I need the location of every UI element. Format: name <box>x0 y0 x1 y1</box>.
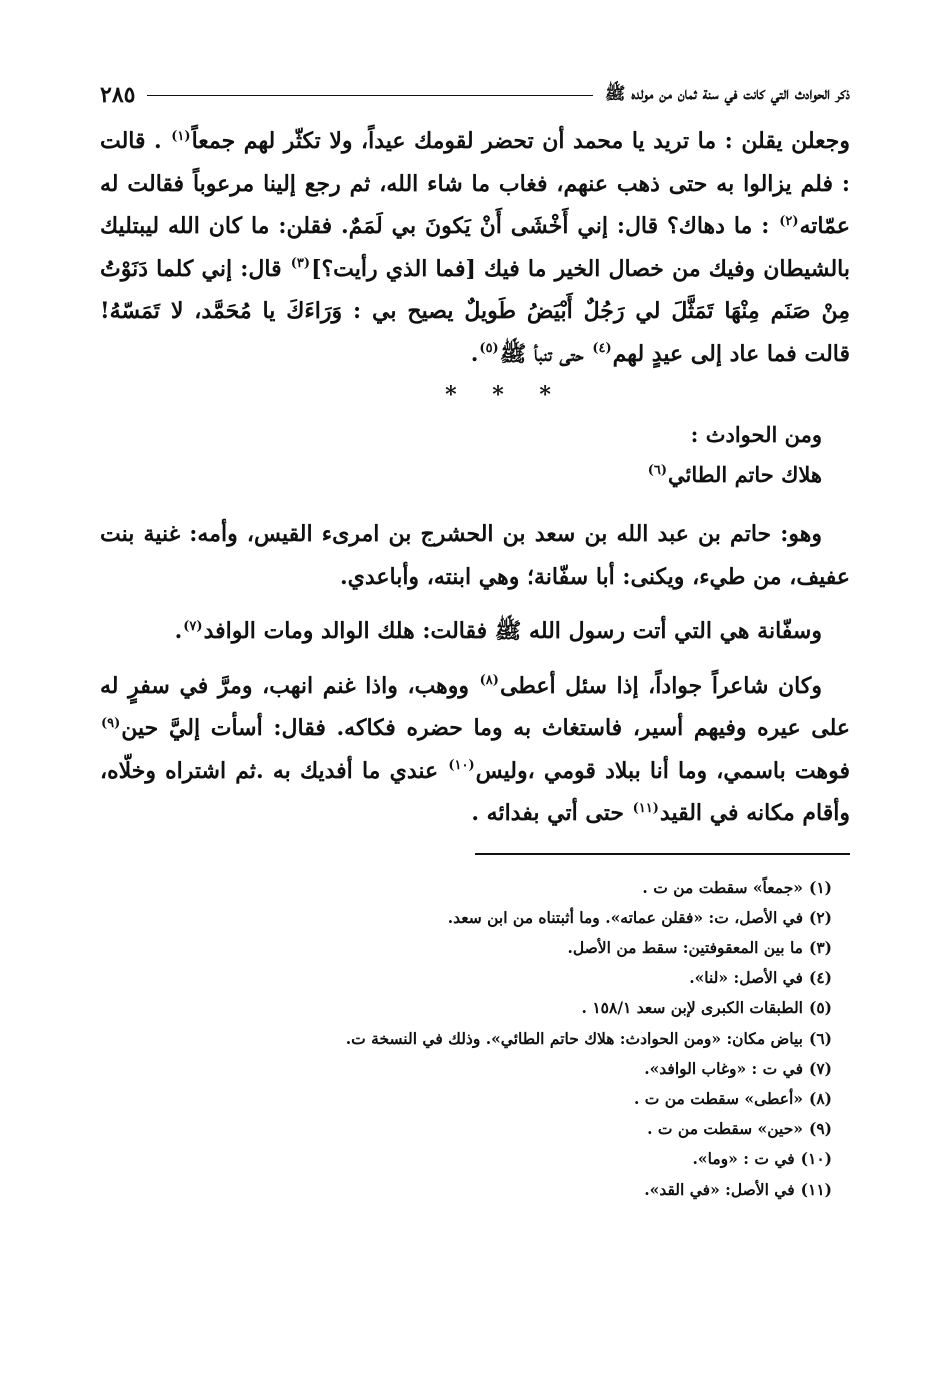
footnote-item <box>100 1114 832 1144</box>
footnote-ref-3[interactable]: (٣) <box>290 256 311 272</box>
footnote-ref-11[interactable]: (١١) <box>632 800 659 816</box>
subsection-heading-text: هلاك حاتم الطائي <box>668 462 822 487</box>
footnote-text: في الأصل، ت: «فقلن عماته». وما أثبتناه من ابن سعد. <box>447 907 803 927</box>
footnote-ref-9[interactable]: (٩) <box>101 715 121 731</box>
footnote-ref-5[interactable]: (٥) <box>479 341 499 357</box>
footnote-text: في ت : «وما». <box>692 1149 795 1169</box>
text-run: وجعلن يقلن : ما تريد يا محمد أن تحضر لقومك عيداً، ولا تكثّر لهم جمعاً <box>191 128 850 154</box>
footnote-text: «أعطى» سقطت من ت . <box>633 1088 803 1108</box>
footnote-text: في ت : «وغاب الوافد». <box>644 1058 803 1078</box>
text-run: حتى تنبأ ﷺ <box>499 340 584 367</box>
text-run: قال: إني كلما دَنَوْتُ مِنْ صَنَم مِنْهَا تَمَثَّلَ لي رَجُلٌ أَبْيَضُ طَويلٌ يصيح بي : وَرَاءَكَ يا مُحَمَّد، لا تَمَسّهُ! قالت فما عاد إلى عيدٍ لهم <box>100 255 850 367</box>
running-header <box>100 70 850 120</box>
text-run: . <box>174 618 183 644</box>
text-run: : ما دهاك؟ قال: إني أَخْشَى أَنْ يَكونَ بي لَمَمٌ. فقلن: ما كان الله ليبتليك بالشيطان وفيك من خصال الخير ما فيك [فما الذي رأيت؟] <box>100 213 850 282</box>
footnote-number: (٢) <box>808 907 832 927</box>
footnote-number: (٨) <box>808 1088 832 1108</box>
footnote-ref-8[interactable]: (٨) <box>479 673 499 689</box>
footnote-text: «حين» سقطت من ت . <box>647 1119 803 1139</box>
footnote-divider <box>475 853 850 855</box>
footnote-text: بياض مكان: «ومن الحوادث: هلاك حاتم الطائي». وذلك في النسخة ت. <box>345 1028 803 1048</box>
footnote-text: ما بين المعقوفتين: سقط من الأصل. <box>567 937 803 957</box>
footnote-number: (٤) <box>808 968 832 988</box>
footnote-number: (٩) <box>808 1119 832 1139</box>
text-run: وسفّانة هي التي أتت رسول الله ﷺ فقالت: هلك الوالد ومات الوافد <box>203 618 822 644</box>
footnote-ref-7[interactable]: (٧) <box>183 618 203 634</box>
footnote-text: في الأصل: «لنا». <box>689 968 803 988</box>
text-run: ووهب، واذا غنم انهب، ومرَّ في سفرٍ له على عيره وفيهم أسير، فاستغاث به وما حضره فكاكه. فقال: أسأت إليَّ حين <box>100 672 850 741</box>
section-separator: * * * <box>445 382 565 408</box>
footnote-item <box>100 1144 832 1174</box>
subsection-heading <box>100 455 850 495</box>
book-page <box>100 70 850 1205</box>
footnote-ref-10[interactable]: (١٠) <box>448 758 475 774</box>
footnote-number: (٧) <box>808 1058 832 1078</box>
footnote-number: (٥) <box>808 998 832 1018</box>
footnote-text: في الأصل: «في القد». <box>644 1179 795 1199</box>
footnote-ref-4[interactable]: (٤) <box>592 341 612 357</box>
footnote-number: (١١) <box>800 1179 832 1199</box>
footnote-ref-2[interactable]: (٢) <box>779 213 799 229</box>
footnote-item <box>100 1175 832 1205</box>
footnote-number: (١) <box>808 877 832 897</box>
footnote-number: (٦) <box>808 1028 832 1048</box>
footnote-item <box>100 1084 832 1114</box>
paragraph-opening <box>100 120 850 375</box>
footnote-item <box>100 993 832 1023</box>
footnote-item <box>100 873 832 903</box>
footnote-ref-6[interactable]: (٦) <box>647 463 668 478</box>
footnote-ref-1[interactable]: (١) <box>171 128 191 144</box>
footnotes-list <box>100 873 850 1205</box>
footnote-item <box>100 933 832 963</box>
paragraph-generosity <box>100 665 850 835</box>
footnote-text: الطبقات الكبرى لإبن سعد ١٥٨/١ . <box>581 998 803 1018</box>
section-heading: ومن الحوادث : <box>690 422 822 447</box>
paragraph-lineage: وهو: حاتم بن عبد الله بن سعد بن الحشرج بن امرىء القيس، وأمه: غنية بنت عفيف، من طيء، ويكنى: أبا سفّانة؛ وهي ابنته، وأباعدي. <box>100 521 850 590</box>
text-run: فوهت باسمي، وما أنا ببلاد قومي ،وليس <box>475 757 850 784</box>
text-run: . قالت : فلم يزالوا به حتى ذهب عنهم، فغاب ما شاء الله، ثم رجع إلينا مرعوباً فقالت له عمّاته <box>100 128 850 239</box>
footnote-item <box>100 903 832 933</box>
main-text <box>100 120 850 835</box>
paragraph-saffana <box>100 610 850 653</box>
text-run: عندي ما أفديك به .ثم اشتراه وخلّاه، وأقام مكانه في القيد <box>100 757 850 826</box>
footnote-number: (٣) <box>808 937 832 957</box>
footnote-text: «جمعاً» سقطت من ت . <box>642 877 803 897</box>
footnote-item <box>100 1054 832 1084</box>
footnote-item <box>100 1024 832 1054</box>
footnote-number: (١٠) <box>800 1149 832 1169</box>
text-run: وكان شاعراً جواداً، إذا سئل أعطى <box>499 672 822 699</box>
header-rule <box>147 95 592 96</box>
page-number: ٢٨٥ <box>100 82 136 108</box>
running-title: ذكر الحوادث التي كانت في سنة ثمان من مولده ﷺ <box>604 83 850 104</box>
footnote-item <box>100 963 832 993</box>
text-run: . <box>470 340 479 367</box>
text-run: حتى أتي بفدائه . <box>471 800 624 826</box>
